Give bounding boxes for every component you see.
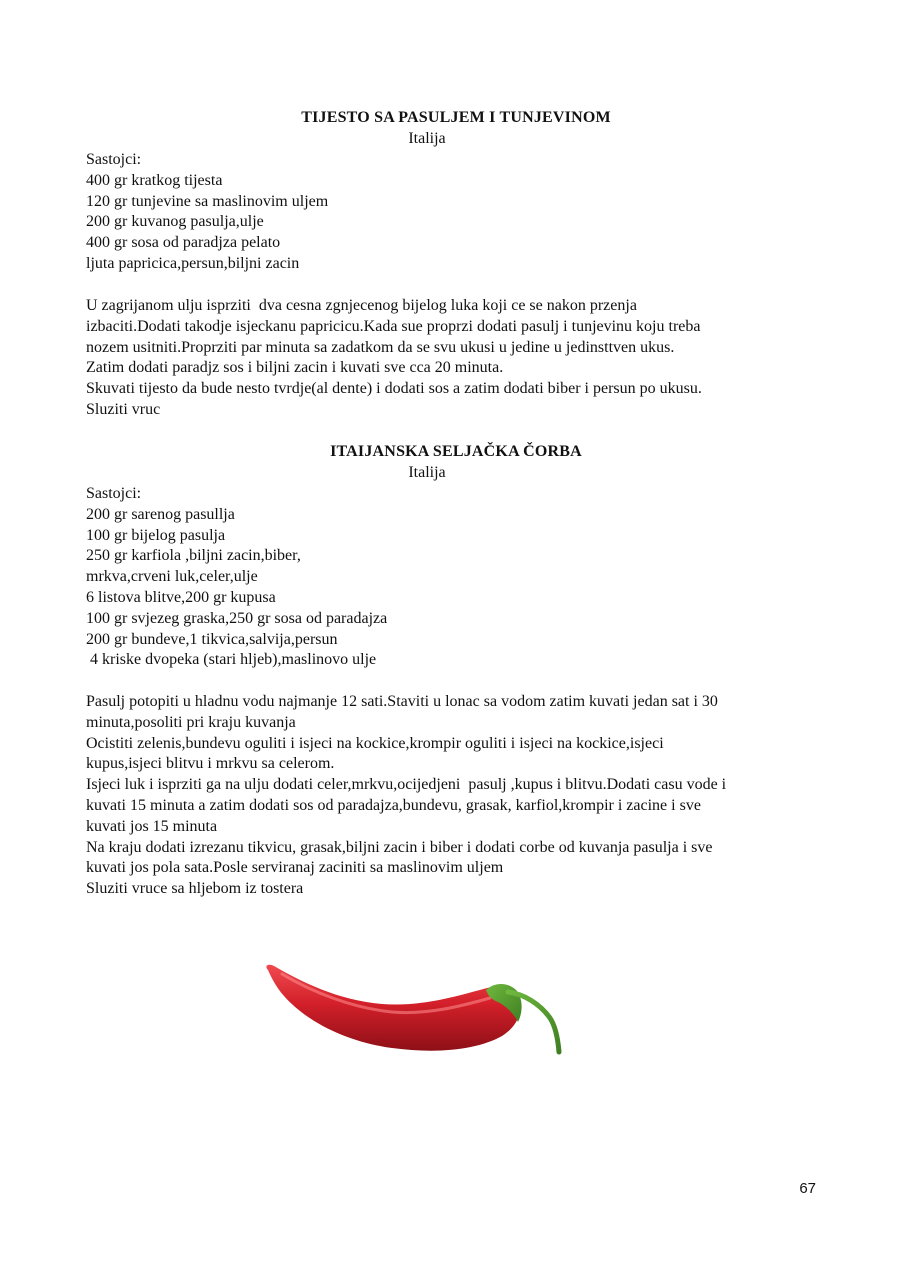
ingredient-line: 6 listova blitve,200 gr kupusa xyxy=(86,588,276,606)
ingredient-line: 250 gr karfiola ,biljni zacin,biber, xyxy=(86,547,301,565)
ingredient-line: 100 gr svjezeg graska,250 gr sosa od paradajza xyxy=(86,609,388,627)
ingredient-line: 400 gr sosa od paradjza pelato xyxy=(86,234,281,252)
ingredient-line: 120 gr tunjevine sa maslinovim uljem xyxy=(86,192,329,210)
instruction-line: U zagrijanom ulju isprziti dva cesna zgnjecenog bijelog luka koji ce se nakon przenja xyxy=(86,297,637,314)
ingredient-line: 100 gr bijelog pasulja xyxy=(86,526,226,544)
ingredients-heading: Sastojci: xyxy=(86,485,142,502)
pepper-body xyxy=(266,965,520,1051)
instruction-line: Pasulj potopiti u hladnu vodu najmanje 12 sati.Staviti u lonac sa vodom zatim kuvati jedan sat i 30 xyxy=(86,693,718,710)
instruction-line: kuvati 15 minuta a zatim dodati sos od paradajza,bundevu, grasak, karfiol,krompir i zacine i sve xyxy=(86,796,701,814)
instruction-line: Isjeci luk i isprziti ga na ulju dodati celer,mrkvu,ocijedjeni pasulj ,kupus i blitvu.Dodati casu vode i xyxy=(86,776,727,794)
instruction-line: izbaciti.Dodati takodje isjeckanu papricicu.Kada sue proprzi dodati pasulj i tunjevinu koju treba xyxy=(86,317,701,335)
ingredient-line: 200 gr kuvanog pasulja,ulje xyxy=(86,213,264,231)
instruction-line: Sluziti vruce sa hljebom iz tostera xyxy=(86,880,304,898)
ingredient-line: 200 gr sarenog pasullja xyxy=(86,505,235,523)
recipe-2-instructions xyxy=(86,692,826,900)
chili-pepper-icon xyxy=(262,960,567,1060)
page-number: 67 xyxy=(799,1180,816,1197)
instruction-line: Ocistiti zelenis,bundevu oguliti i isjeci na kockice,krompir oguliti i isjeci na kockice,isjeci xyxy=(86,734,664,752)
instruction-line: minuta,posoliti pri kraju kuvanja xyxy=(86,713,296,731)
instruction-line: nozem usitniti.Proprziti par minuta sa zadatkom da se svu ukusi u jedine u jedinsttven ukus. xyxy=(86,338,675,356)
ingredient-line: ljuta papricica,persun,biljni zacin xyxy=(86,254,300,272)
recipe-2-title: ITAIJANSKA SELJAČKA ČORBA xyxy=(330,443,582,460)
recipe-2-ingredients xyxy=(86,484,826,671)
instruction-line: kuvati jos 15 minuta xyxy=(86,817,218,835)
instruction-line: kupus,isjeci blitvu i mrkvu sa celerom. xyxy=(86,755,335,773)
ingredients-heading: Sastojci: xyxy=(86,151,142,168)
ingredient-line: 200 gr bundeve,1 tikvica,salvija,persun xyxy=(86,630,338,648)
recipe-1-title: TIJESTO SA PASULJEM I TUNJEVINOM xyxy=(301,109,611,126)
instruction-line: Na kraju dodati izrezanu tikvicu, grasak,biljni zacin i biber i dodati corbe od kuvanja pasulja i sve xyxy=(86,838,713,856)
instruction-line: Skuvati tijesto da bude nesto tvrdje(al dente) i dodati sos a zatim dodati biber i persun po ukusu. xyxy=(86,380,702,398)
ingredient-line: 400 gr kratkog tijesta xyxy=(86,171,223,189)
recipe-1-instructions xyxy=(86,296,826,421)
instruction-line: Zatim dodati paradjz sos i biljni zacin i kuvati sve cca 20 minuta. xyxy=(86,359,504,377)
instruction-line: kuvati jos pola sata.Posle serviranaj zaciniti sa maslinovim uljem xyxy=(86,859,504,877)
recipe-1-origin: Italija xyxy=(408,130,446,147)
ingredient-line: 4 kriske dvopeka (stari hljeb),maslinovo ulje xyxy=(86,651,377,669)
ingredient-line: mrkva,crveni luk,celer,ulje xyxy=(86,568,258,586)
instruction-line: Sluziti vruc xyxy=(86,400,161,418)
recipe-2-origin: Italija xyxy=(408,464,446,481)
recipe-1-ingredients xyxy=(86,150,826,275)
